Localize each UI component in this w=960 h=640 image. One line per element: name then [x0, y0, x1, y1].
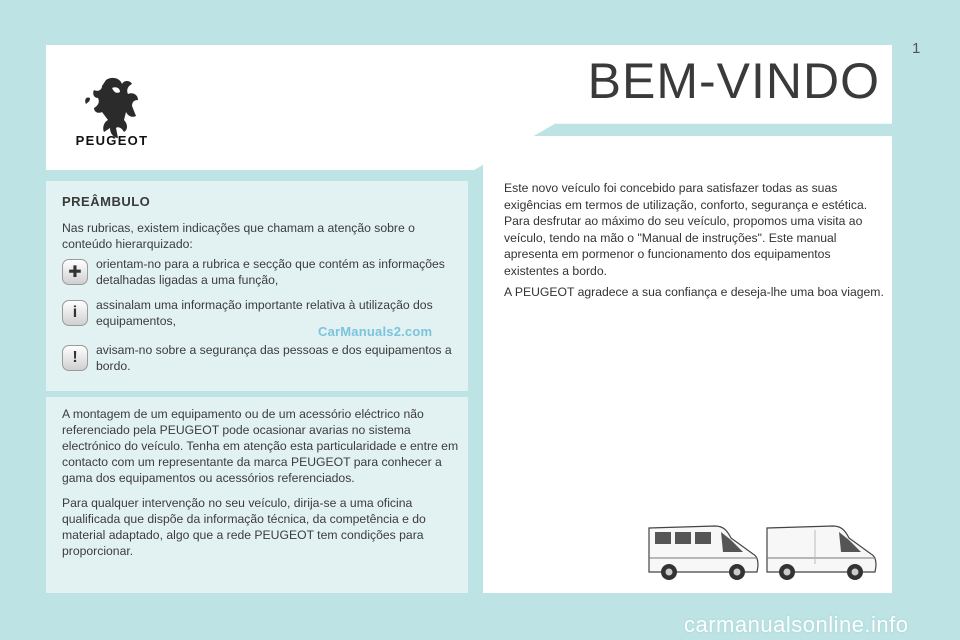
- rubric-text: avisam-no sobre a segurança das pessoas e dos equipamentos a bordo.: [96, 343, 452, 373]
- notes-text: [62, 406, 462, 568]
- notes-paragraph: Para qualquer intervenção no seu veículo, dirija-se a uma oficina qualificada que dispõe da informação técnica, da competência e do material adaptado, algo que a rede PEUGEOT tem condições para proporcionar.: [62, 496, 426, 558]
- page-number: 1: [912, 40, 921, 57]
- notes-paragraph: A montagem de um equipamento ou de um acessório eléctrico não referenciado pela PEUGEOT pode ocasionar avarias no sistema electrónico do veículo. Tenha em atenção esta particularidade e entre em contacto com um representante da marca PEUGEOT para conhecer a gama dos equipamentos ou acessórios referenciados.: [62, 407, 459, 485]
- footer-watermark: carmanualsonline.info: [684, 612, 909, 637]
- brand-name: PEUGEOT: [75, 133, 149, 148]
- preamble-intro: Nas rubricas, existem indicações que chamam a atenção sobre o conteúdo hierarquizado:: [62, 221, 415, 251]
- rubric-warning: [62, 342, 462, 378]
- van-panel: [767, 526, 876, 580]
- preamble-title: PREÂMBULO: [62, 194, 151, 209]
- intro-paragraph: Este novo veículo foi concebido para satisfazer todas as suas exigências em termos de utilização, conforto, segurança e estética. Para desfrutar ao máximo do seu veículo, propomos uma visita ao veículo, tendo na mão o "Manual de instruções". Este manual apresenta em pormenor o funcionamento dos equipamentos existentes a bordo.: [504, 181, 868, 278]
- vans-illustration: [645, 520, 885, 582]
- info-icon: i: [62, 300, 88, 326]
- intro-paragraph: A PEUGEOT agradece a sua confiança e deseja-lhe uma boa viagem.: [504, 285, 884, 299]
- rubric-plus: [62, 256, 462, 292]
- rubric-text: orientam-no para a rubrica e secção que contém as informações detalhadas ligadas a uma função,: [96, 257, 445, 287]
- intro-text: [504, 180, 884, 306]
- plus-icon: ✚: [62, 259, 88, 285]
- van-windowed: [649, 526, 758, 580]
- warning-icon: !: [62, 345, 88, 371]
- page-title: BEM-VINDO: [587, 53, 880, 109]
- rubric-text: assinalam uma informação importante relativa à utilização dos equipamentos,: [96, 298, 433, 328]
- watermark-carmanuals: CarManuals2.com: [318, 324, 433, 339]
